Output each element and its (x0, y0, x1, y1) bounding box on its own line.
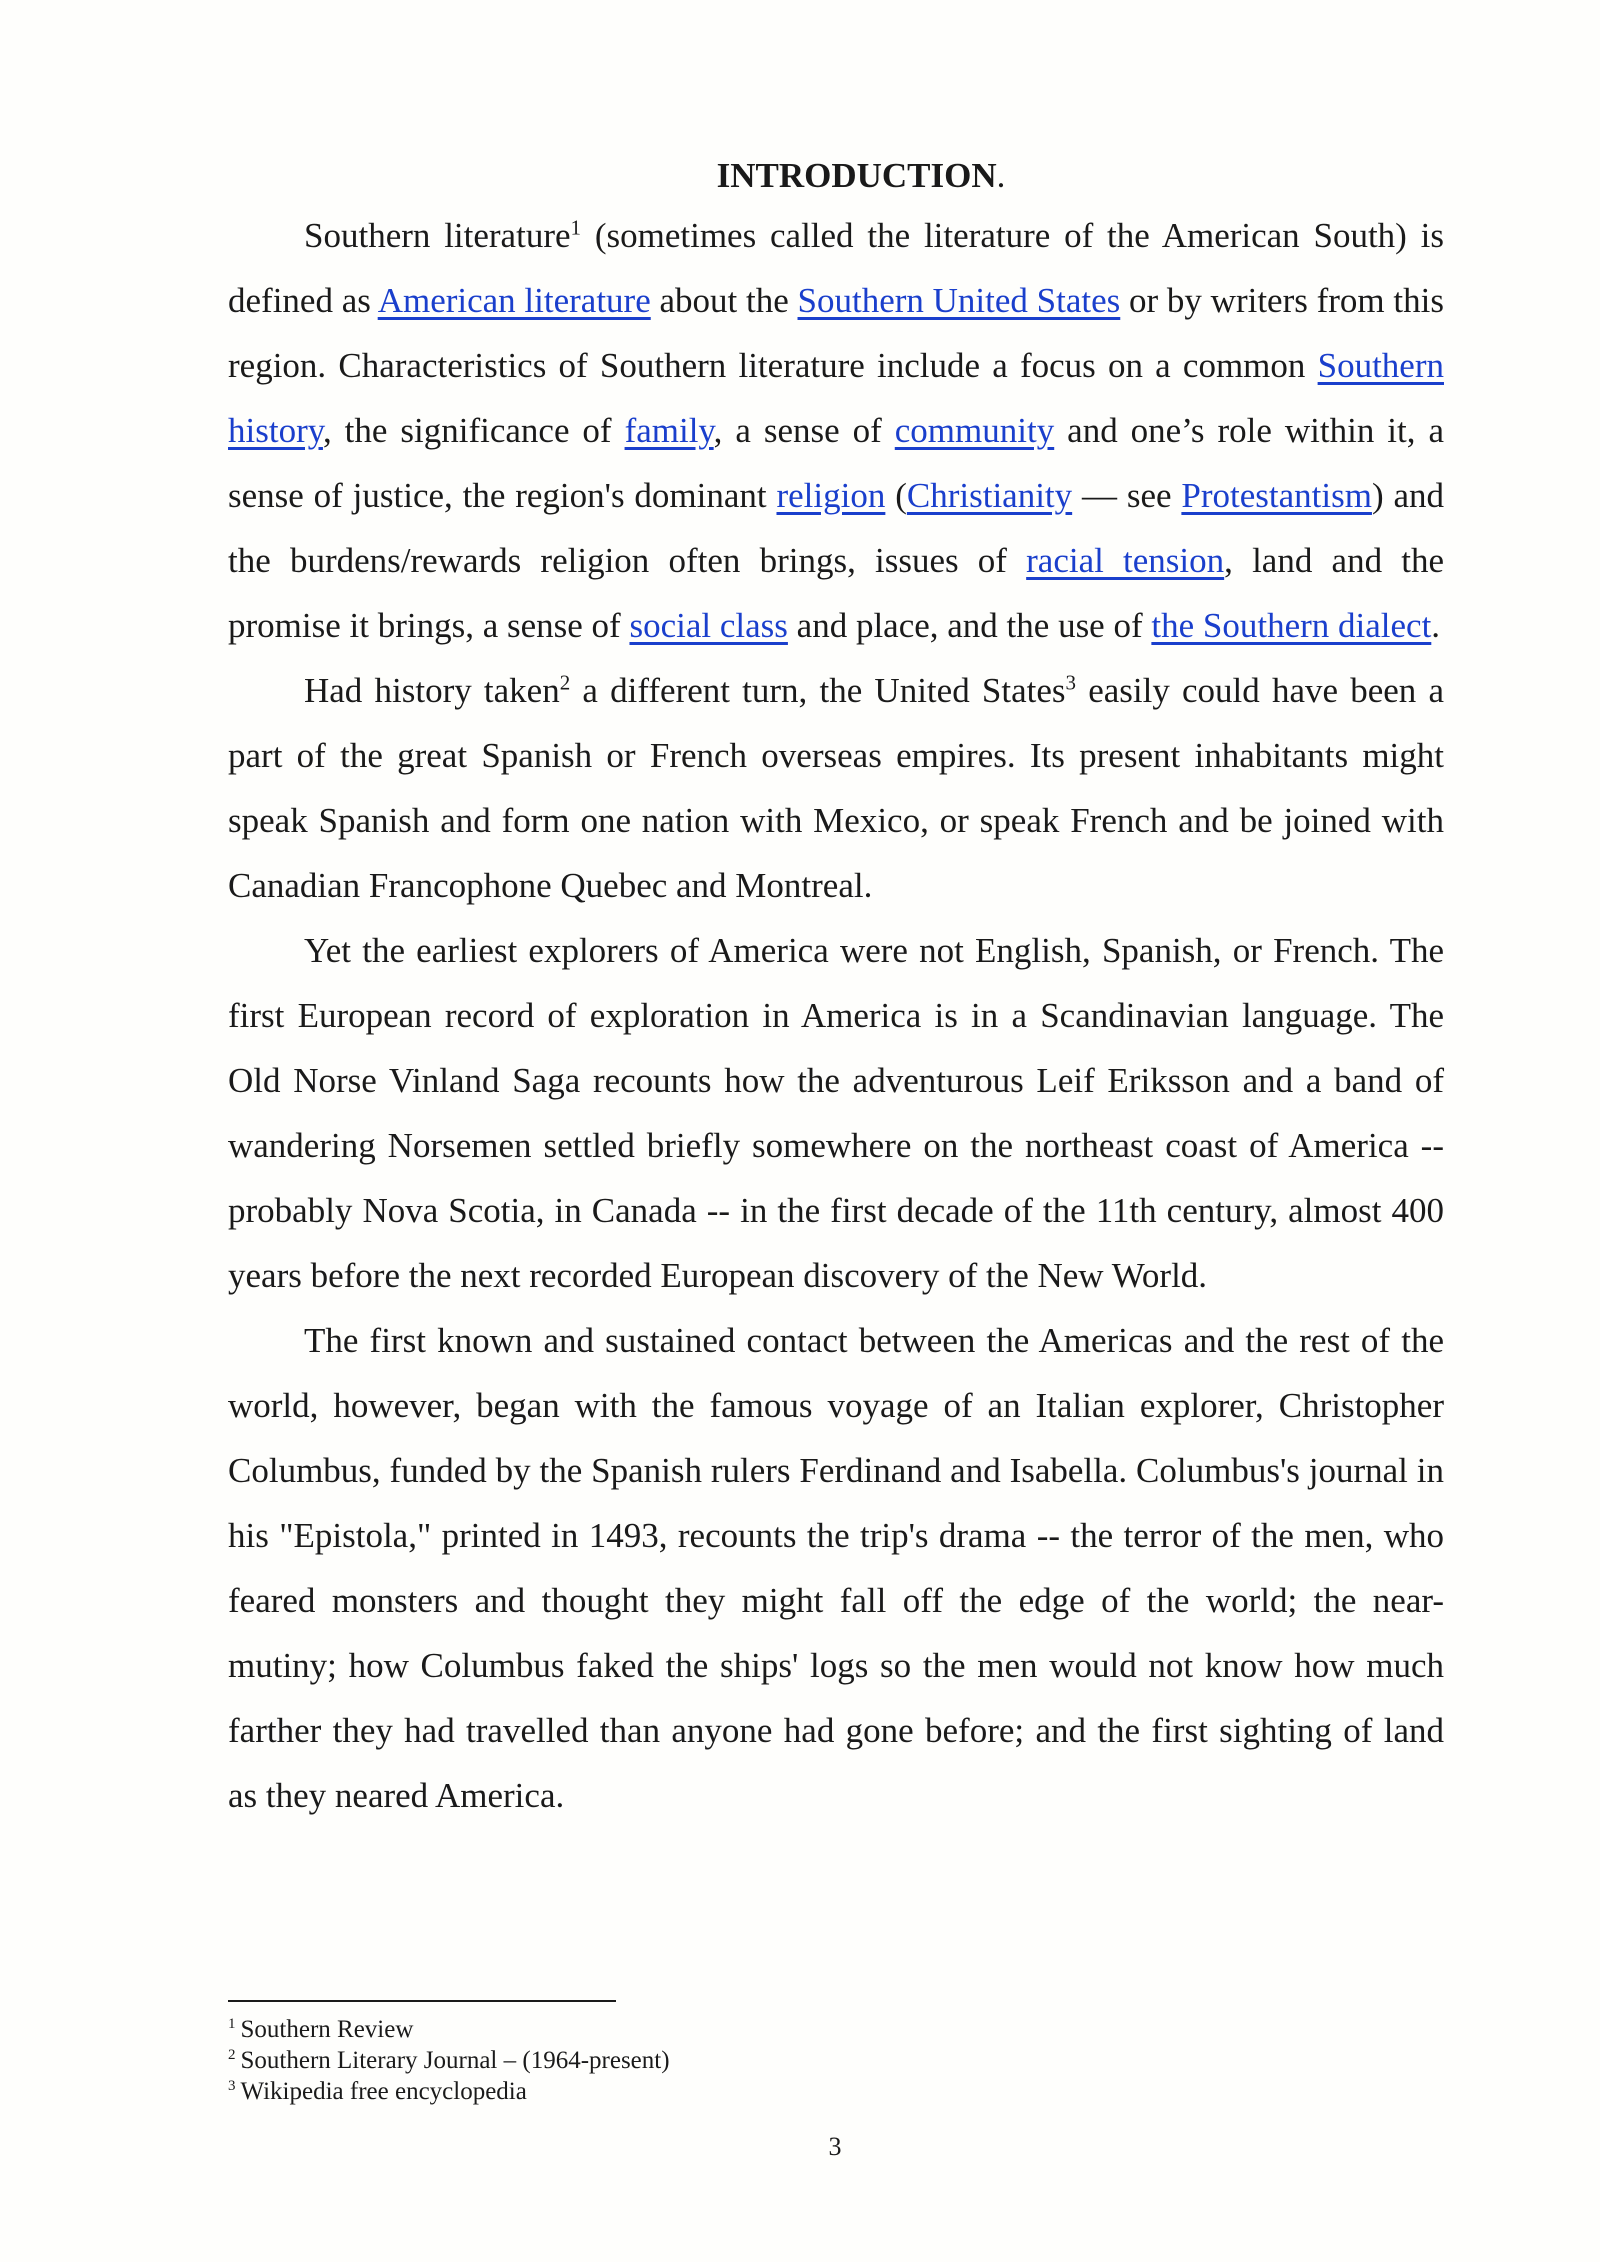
text: easily could have been a part of the great Spanish or French overseas empires. Its present inhabitants might speak Spanish and form one nation with Mexico, or speak French and be joined with Canadian Francophone Quebec and Montreal. (228, 671, 1445, 905)
text: , a sense of (713, 411, 895, 450)
text: (sometimes called the literature of the American South) is defined as (228, 216, 1444, 320)
footnote-text: Southern Review (240, 2016, 414, 2043)
text: , land and the promise it brings, a sense of (228, 541, 1445, 645)
paragraph-1 (228, 203, 1444, 658)
link-protestantism[interactable]: Protestantism (1181, 476, 1372, 515)
title-text: INTRODUCTION (716, 156, 997, 195)
text: . (1431, 606, 1441, 645)
text: about the (650, 281, 798, 320)
footnote-ref-3[interactable]: 3 (1065, 670, 1076, 695)
footnote-separator (228, 2000, 616, 2002)
paragraph-3: Yet the earliest explorers of America were not English, Spanish, or French. The first European record of exploration in America is in a Scandinavian language. The Old Norse Vinland Saga recounts how the adventurous Leif Eriksson and a band of wandering Norsemen settled briefly somewhere on the northeast coast of America -- probably Nova Scotia, in Canada -- in the first decade of the 11th century, almost 400 years before the next recorded European discovery of the New World. (228, 931, 1444, 1295)
footnote-text: Southern Literary Journal – (1964-present) (240, 2047, 670, 2074)
link-southern-history[interactable]: Southern history (228, 346, 1444, 450)
link-christianity[interactable]: Christianity (906, 476, 1073, 515)
link-southern-dialect[interactable]: the Southern dialect (1151, 606, 1432, 645)
link-family[interactable]: family (624, 411, 714, 450)
footnotes (228, 2014, 1128, 2107)
text: Southern literature (304, 216, 571, 255)
text: or by writers from this region. Characteristics of Southern literature include a focus on a common (228, 281, 1444, 385)
title-dot: . (996, 156, 1006, 195)
link-southern-united-states[interactable]: Southern United States (797, 281, 1121, 320)
footnote-number: 2 (228, 2046, 236, 2063)
text: a different turn, the United States (570, 671, 1066, 710)
footnote-ref-2[interactable]: 2 (559, 670, 571, 695)
footnote-number: 3 (228, 2077, 236, 2094)
text: and one’s role within it, a sense of justice, the region's dominant (228, 411, 1444, 515)
paragraph-4: The first known and sustained contact between the Americas and the rest of the world, however, began with the famous voyage of an Italian explorer, Christopher Columbus, funded by the Spanish rulers Ferdinand and Isabella. Columbus's journal in his "Epistola," printed in 1493, recounts the trip's drama -- the terror of the men, who feared monsters and thought they might fall off the edge of the world; the near-mutiny; how Columbus faked the ships' logs so the men would not know how much farther they had travelled than anyone had gone before; and the first sighting of land as they neared America. (228, 1321, 1444, 1815)
text: and place, and the use of (787, 606, 1152, 645)
page-title (228, 148, 1444, 203)
text: ( (885, 476, 907, 515)
link-social-class[interactable]: social class (629, 606, 788, 645)
footnote-2 (228, 2045, 1128, 2076)
body-text (228, 148, 1444, 1828)
paragraph-2 (228, 658, 1444, 918)
link-american-literature[interactable]: American literature (377, 281, 651, 320)
footnote-number: 1 (228, 2015, 236, 2032)
footnote-ref-1[interactable]: 1 (570, 215, 582, 240)
link-community[interactable]: community (894, 411, 1055, 450)
page-number: 3 (828, 2132, 842, 2161)
footnote-3 (228, 2076, 1128, 2107)
text: , the significance of (322, 411, 625, 450)
link-racial-tension[interactable]: racial tension (1026, 541, 1225, 580)
text: ) and the burdens/rewards religion often brings, issues of (228, 476, 1444, 580)
text: Had history taken (304, 671, 560, 710)
footnote-1 (228, 2014, 1128, 2045)
footnote-text: Wikipedia free encyclopedia (240, 2078, 527, 2105)
link-religion[interactable]: religion (776, 476, 886, 515)
text: — see (1072, 476, 1182, 515)
